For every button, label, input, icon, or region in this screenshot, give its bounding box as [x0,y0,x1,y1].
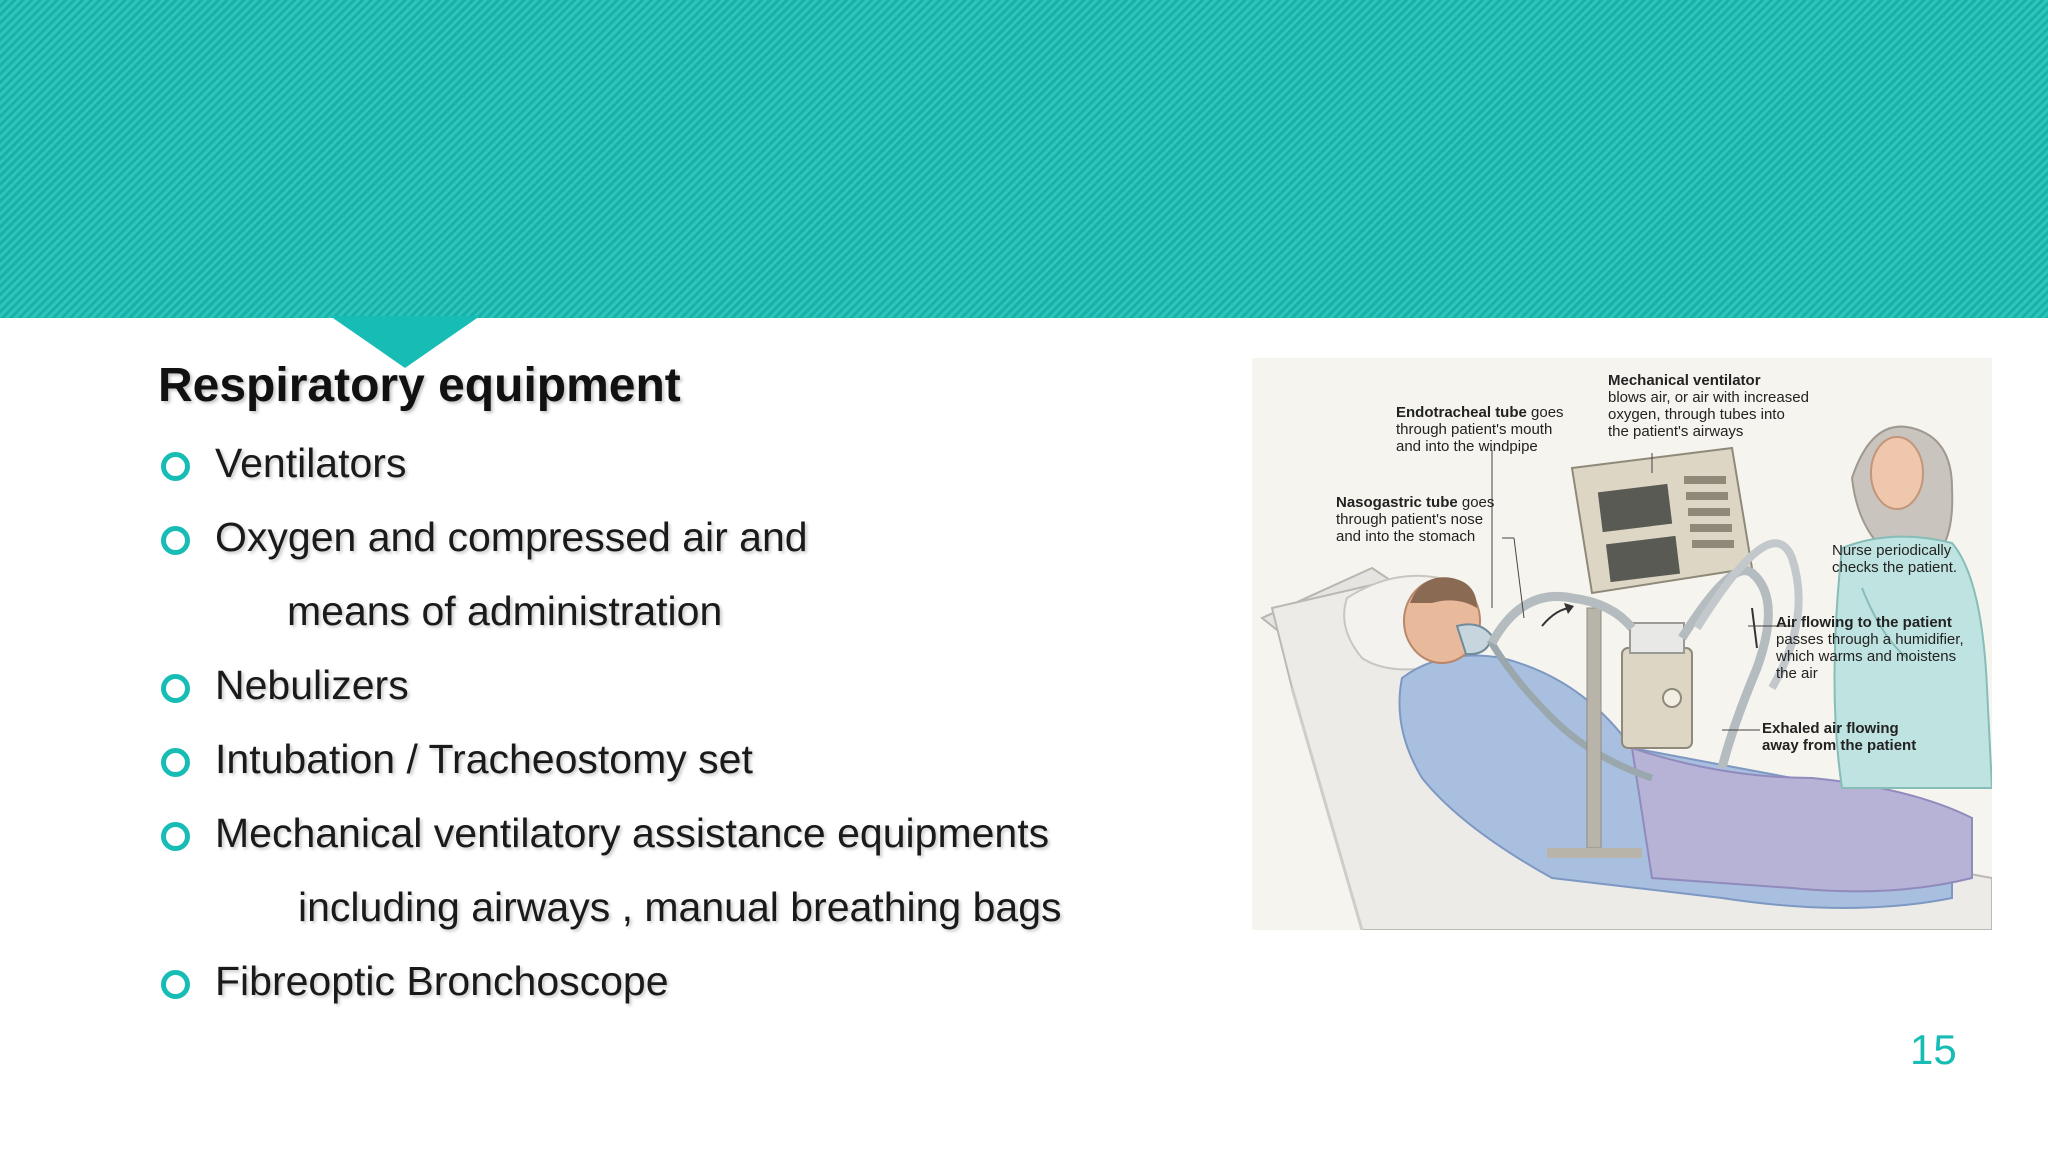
slide-title: Respiratory equipment [158,359,681,412]
bullet-circle-icon [161,526,190,555]
bullet-item-continuation: including airways , manual breathing bags [298,884,1062,930]
bullet-circle-icon [161,748,190,777]
header-banner [0,0,2048,318]
bullet-item: Oxygen and compressed air and [215,514,808,560]
page-number: 15 [1910,1026,1957,1073]
label-endotracheal-tube: Endotracheal tube goes through patient's mouth and into the windpipe [1396,404,1564,455]
label-exhaled-air: Exhaled air flowing away from the patient [1762,720,1917,754]
label-nurse: Nurse periodically checks the patient. [1832,542,1958,576]
label-air-flowing: Air flowing to the patient passes through a humidifier, which warms and moistens the air [1776,614,1964,682]
bullet-circle-icon [161,822,190,851]
bullet-item: Nebulizers [215,662,409,708]
label-mechanical-ventilator: Mechanical ventilator blows air, or air with increased oxygen, through tubes into the patient's airways [1608,372,1809,440]
bullet-circle-icon [161,674,190,703]
bullet-item: Mechanical ventilatory assistance equipments [215,810,1050,856]
bullet-item: Fibreoptic Bronchoscope [215,958,669,1004]
bullet-item: Ventilators [215,440,407,486]
label-nasogastric-tube: Nasogastric tube goes through patient's nose and into the stomach [1336,494,1495,545]
bullet-item: Intubation / Tracheostomy set [215,736,753,782]
bullet-item-continuation: means of administration [287,588,723,634]
bullet-circle-icon [161,970,190,999]
ventilator-illustration [1252,358,1992,930]
bullet-circle-icon [161,452,190,481]
